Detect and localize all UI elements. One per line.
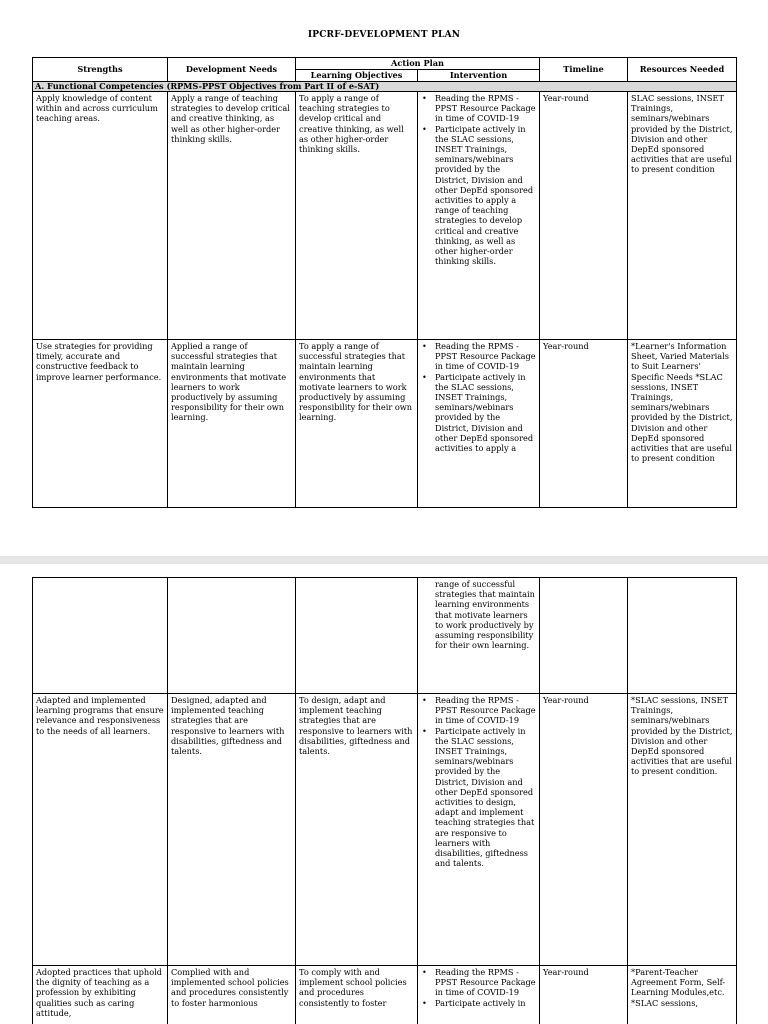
resources-cell: *Parent-Teacher Agreement Form, Self-Learning Modules,etc. *SLAC sessions, — [628, 966, 737, 1024]
table-row — [33, 578, 737, 694]
table-row — [33, 966, 737, 1024]
timeline-cell: Year-round — [540, 966, 628, 1024]
intervention-cell — [418, 966, 540, 1024]
need-cell: Apply a range of teaching strategies to develop critical and creative thinking, as well as other higher-order thinking skills. — [168, 92, 296, 340]
intervention-cell — [418, 92, 540, 340]
intervention-item: • Participate actively in the SLAC sessions, INSET Trainings, seminars/webinars provided by the District, Division and other DepEd sponsored activities to apply a — [435, 372, 536, 454]
objective-cell: To design, adapt and implement teaching strategies that are responsive to learners with disabilities, giftedness and talents. — [296, 694, 418, 966]
intervention-item: • Reading the RPMS - PPST Resource Package in time of COVID-19 — [435, 341, 536, 372]
table-row — [33, 694, 737, 966]
header-strengths: Strengths — [33, 58, 168, 82]
intervention-item: • Reading the RPMS - PPST Resource Package in time of COVID-19 — [435, 93, 536, 124]
objective-cell: To apply a range of successful strategies that maintain learning environments that motivate learners to work productively by assuming responsibility for their own learning. — [296, 340, 418, 508]
table-row — [33, 92, 737, 340]
header-development-needs: Development Needs — [168, 58, 296, 82]
table-row — [33, 340, 737, 508]
header-timeline: Timeline — [540, 58, 628, 82]
development-plan-table — [32, 57, 737, 508]
resources-cell: *SLAC sessions, INSET Trainings, seminars/webinars provided by the District, Division and other DepEd sponsored activities that are useful to present condition. — [628, 694, 737, 966]
need-cell: Complied with and implemented school policies and procedures consistently to foster harmonious — [168, 966, 296, 1024]
intervention-cell — [418, 694, 540, 966]
document-page-2 — [0, 564, 768, 1024]
intervention-item: • Participate actively in the SLAC sessions, INSET Trainings, seminars/webinars provided by the District, Division and other DepEd sponsored activities to design, adapt and implement teaching strategies that are responsive to learners with disabilities, giftedness and talents. — [435, 726, 536, 869]
intervention-item: • Participate actively in the SLAC sessions, INSET Trainings, seminars/webinars provided by the District, Division and other DepEd sponsored activities to apply a range of teaching strategies to develop critical and creative thinking, as well as other higher-order thinking skills. — [435, 124, 536, 267]
intervention-continuation: range of successful strategies that maintain learning environments that motivate learners to work productively by assuming responsibility for their own learning. — [435, 579, 535, 651]
header-learning-objectives: Learning Objectives — [296, 70, 418, 82]
intervention-item: • Reading the RPMS - PPST Resource Package in time of COVID-19 — [435, 967, 536, 998]
need-cell: Designed, adapted and implemented teaching strategies that are responsive to learners with disabilities, giftedness and talents. — [168, 694, 296, 966]
timeline-cell: Year-round — [540, 694, 628, 966]
resources-cell: *Learner's Information Sheet, Varied Materials to Suit Learners' Specific Needs *SLAC sessions, INSET Trainings, seminars/webinars provided by the District, Division and other DepEd sponsored activities that are useful to present condition — [628, 340, 737, 508]
header-intervention: Intervention — [418, 70, 540, 82]
intervention-item: • Participate actively in — [435, 998, 536, 1008]
strength-cell: Use strategies for providing timely, accurate and constructive feedback to improve learner performance. — [33, 340, 168, 508]
timeline-cell: Year-round — [540, 340, 628, 508]
timeline-cell: Year-round — [540, 92, 628, 340]
development-plan-table-continued — [32, 577, 737, 1024]
strength-cell: Adopted practices that uphold the dignity of teaching as a profession by exhibiting qualities such as caring attitude, — [33, 966, 168, 1024]
header-resources: Resources Needed — [628, 58, 737, 82]
intervention-cell — [418, 578, 540, 694]
strength-cell: Apply knowledge of content within and across curriculum teaching areas. — [33, 92, 168, 340]
resources-cell: SLAC sessions, INSET Trainings, seminars/webinars provided by the District, Division and other DepEd sponsored activities that are useful to present condition — [628, 92, 737, 340]
need-cell: Applied a range of successful strategies that maintain learning environments that motivate learners to work productively by assuming responsibility for their own learning. — [168, 340, 296, 508]
document-title: IPCRF-DEVELOPMENT PLAN — [307, 30, 461, 40]
intervention-cell — [418, 340, 540, 508]
section-heading: A. Functional Competencies (RPMS-PPST Objectives from Part II of e-SAT) — [33, 82, 737, 92]
objective-cell: To apply a range of teaching strategies to develop critical and creative thinking, as well as other higher-order thinking skills. — [296, 92, 418, 340]
objective-cell: To comply with and implement school policies and procedures consistently to foster — [296, 966, 418, 1024]
intervention-item: • Reading the RPMS - PPST Resource Package in time of COVID-19 — [435, 695, 536, 726]
strength-cell: Adapted and implemented learning programs that ensure relevance and responsiveness to the needs of all learners. — [33, 694, 168, 966]
header-action-plan: Action Plan — [296, 58, 540, 70]
